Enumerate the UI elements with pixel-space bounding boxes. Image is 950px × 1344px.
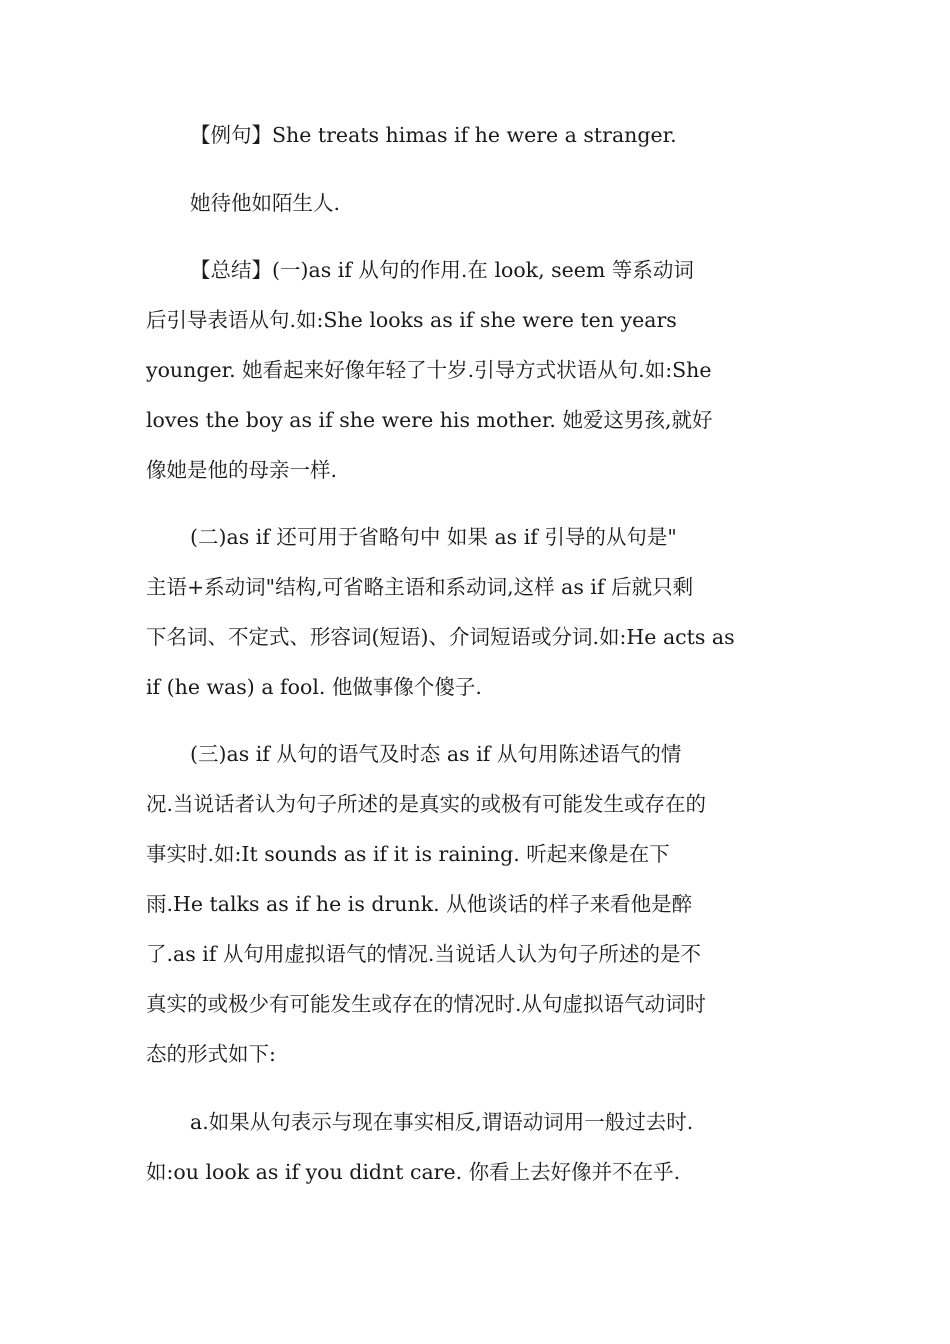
text-line: 像她是他的母亲一样. xyxy=(146,458,338,482)
example-paragraph xyxy=(146,110,811,160)
text-line: a.如果从句表示与现在事实相反,谓语动词用一般过去时. xyxy=(190,1110,694,1134)
text-line: 主语+系动词"结构,可省略主语和系动词,这样 as if 后就只剩 xyxy=(146,575,694,599)
text-line: 下名词、不定式、形容词(短语)、介词短语或分词.如:He acts as xyxy=(146,625,735,649)
text-line: younger. 她看起来好像年轻了十岁.引导方式状语从句.如:She xyxy=(146,358,712,382)
text-line: 如:ou look as if you didnt care. 你看上去好像并不在乎. xyxy=(146,1160,681,1184)
text-line: 真实的或极少有可能发生或存在的情况时.从句虚拟语气动词时 xyxy=(146,992,707,1016)
text-line: 事实时.如:It sounds as if it is raining. 听起来像是在下 xyxy=(146,842,670,866)
text-line: (二)as if 还可用于省略句中 如果 as if 引导的从句是" xyxy=(190,525,677,549)
text-line: 雨.He talks as if he is drunk. 从他谈话的样子来看他是醉 xyxy=(146,892,693,916)
text-line: 况.当说话者认为句子所述的是真实的或极有可能发生或存在的 xyxy=(146,792,707,816)
text-line: 她待他如陌生人. xyxy=(190,191,341,215)
text-line: (三)as if 从句的语气及时态 as if 从句用陈述语气的情 xyxy=(190,742,682,766)
text-line: loves the boy as if she were his mother. 她爱这男孩,就好 xyxy=(146,408,713,432)
summary-paragraph-3 xyxy=(146,729,811,1079)
text-line: 态的形式如下: xyxy=(146,1042,276,1066)
text-line: 了.as if 从句用虚拟语气的情况.当说话人认为句子所述的是不 xyxy=(146,942,701,966)
summary-paragraph-1 xyxy=(146,245,811,495)
text-line: 【总结】(一)as if 从句的作用.在 look, seem 等系动词 xyxy=(190,258,694,282)
text-line: 【例句】She treats himas if he were a stranger. xyxy=(190,123,677,147)
translation-paragraph xyxy=(146,178,811,228)
text-line: if (he was) a fool. 他做事像个傻子. xyxy=(146,675,482,699)
summary-paragraph-a xyxy=(146,1097,811,1197)
text-line: 后引导表语从句.如:She looks as if she were ten years xyxy=(146,308,677,332)
summary-paragraph-2 xyxy=(146,512,811,712)
